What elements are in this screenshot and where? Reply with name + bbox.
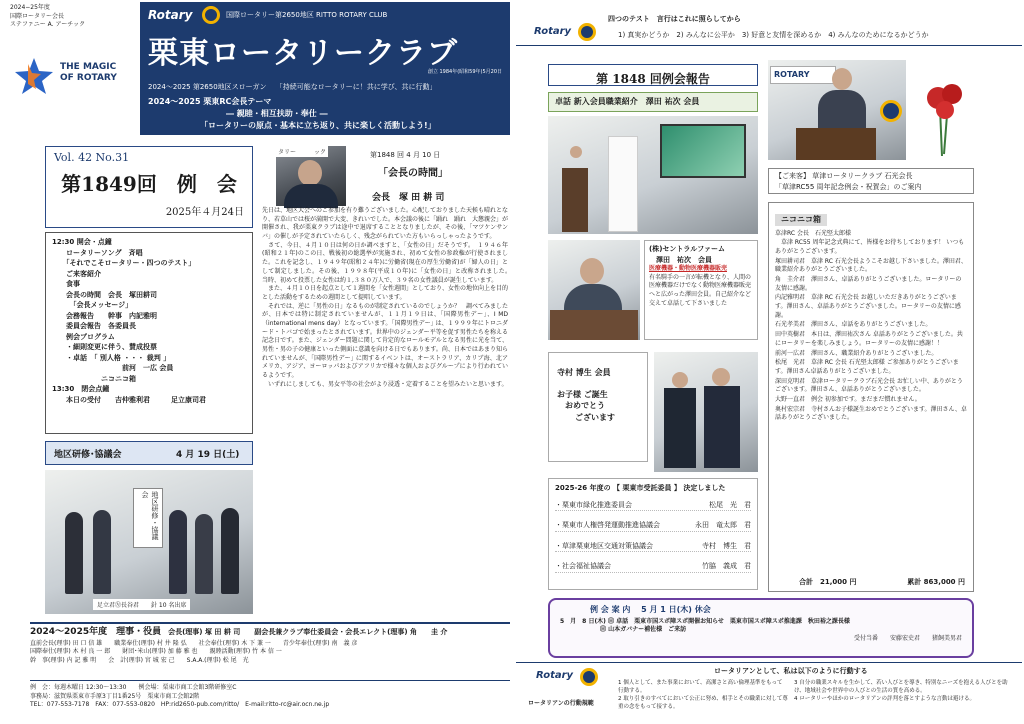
theme-main: 「ロータリーの原点・基本に立ち返り、共に楽しく活動しよう!」 <box>200 121 436 130</box>
rotary-wheel-icon <box>880 100 902 122</box>
ri-title: 国際ロータリー会長 <box>10 12 65 20</box>
president-heading: 「会長の時間」 <box>378 168 448 179</box>
niconico-box <box>768 202 974 592</box>
slogan: 「持続可能なロータリーに！共に学び、共に行動」 <box>275 83 437 91</box>
program-item: 会務報告 幹事 内記雅明 <box>52 311 157 320</box>
club-info-contact: TEL：077-553-7178 FAX：077-553-0820 HP:rid2650-pub.com/ritto/ E-mail:ritto-rc@air.ocn.ne.jp <box>30 701 330 709</box>
club-name: 栗東ロータリークラブ <box>148 36 458 71</box>
ri-president-name: ステファニー A. アーチック <box>10 21 86 29</box>
guide-duty: 受付当番 安藤宏史君 猪飼美男君 <box>853 634 962 642</box>
magic-line1: THE MAGIC <box>60 62 117 72</box>
officer-row-1: 直前会長(理事) 田 口 信 雄 職業奉仕(理事) 村 井 隆 弘 社会奉仕(理事) 木 下 兼 一 青少年奉仕(理事) 南 義 彦 <box>30 639 358 647</box>
program-item: ご来客紹介 <box>52 269 101 278</box>
issue-vol: Vol. 42 No.31 <box>54 151 130 164</box>
officers-block <box>30 626 510 666</box>
niconico-line: 草津 RC55 周年記念式典にて、皆様をお待ちしております！ いつもありがとうございます。 <box>775 239 965 255</box>
committee-member: 松尾 光 君 <box>709 500 751 509</box>
code-of-conduct <box>526 666 1020 722</box>
rotary-wheel-icon <box>202 6 220 24</box>
committee-name: ・栗東市人権啓発運動推進協議会 <box>555 521 660 529</box>
niconico-line: 前河一広君 澤田さん、職業紹介ありがとうございました。 <box>775 349 938 357</box>
niconico-line: 石光孝美君 澤田さん、卓話をありがとうございました。 <box>775 321 932 329</box>
footer-title: ロータリアンとして、私は以下のように行動する <box>714 667 868 675</box>
committee-name: ・栗東市緑化推進委員会 <box>555 500 632 509</box>
guest-sign: ROTARY <box>770 66 836 84</box>
district-line: 国際ロータリー第2650地区 RITTO ROTARY CLUB <box>226 11 388 19</box>
guide-title: 例 会 案 内 5 月 1 日(木) 休会 <box>590 605 711 614</box>
slogan-label: 2024〜2025 第2650地区スローガン <box>148 83 267 91</box>
report-title: 第 1848 回例会報告 <box>596 72 710 86</box>
program-item: 「会長メッセージ」 <box>52 301 133 309</box>
niconico-line: 田中英樹君 本日は、澤田祐次さん 卓話ありがとうございました。共にロータリーを楽しみましょう。ロータリーの友情に感謝！！ <box>775 331 963 347</box>
niconico-line: 塚田耕司君 草津 RC 石光会長ようこそお越し下さいました。澤田君、職業紹介ありがとうございました。 <box>775 257 967 274</box>
masthead <box>140 2 510 135</box>
committee-block <box>548 478 758 590</box>
committee-name: ・草津栗東地区交通対策協議会 <box>555 541 653 550</box>
seminar-title: 地区研修･協議会 <box>54 450 122 460</box>
speaker-text: 有名騎手の一言が転機となり、人間の医療機器だけでなく動物医療機器販売へと広がった澤田会員。自己紹介など交えて卓話して下さいました <box>649 273 752 307</box>
speaker-info <box>644 240 758 340</box>
club-info-meeting: 例 会：毎週木曜日 12:30〜13:30 例会場：栗東市商工会館3階研修室C <box>30 684 237 691</box>
report-talk: 卓話 新入会員職業紹介 澤田 祐次 会員 <box>548 92 758 112</box>
program-item: 会長の時間 会長 塚田耕司 <box>52 290 157 299</box>
conduct-item-2: 2 取り引きのすべてにおいて公正に努め、相手とその職業に対して尊重の念をもって接する。 <box>618 695 788 710</box>
ri-year: 2024−25年度 <box>10 4 50 11</box>
conduct-item-3: 3 自分の職業スキルを生かして、若い人びとを導き、特別なニーズを抱える人びとを助け、地域社会や世界中の人びとの生活の質を高める。 <box>794 680 1008 694</box>
guide-line1: 5 月 8 日(木) ㊐ 卓話 栗東市国スポ障スポ開催お知らせ 栗東市国スポ障スポ推進課 秋田裕之課長様 <box>560 617 850 625</box>
issue-date: 2025年４月24日 <box>165 207 244 218</box>
conduct-item-1: 1 個人として、また事業において、高潔さと高い倫理基準をもって行動する。 <box>618 680 783 694</box>
officers-title: 2024〜2025年度 理事・役員 <box>30 627 162 637</box>
four-test-title: 四つのテスト 言行はこれに照らしてから <box>608 15 741 23</box>
niconico-line: 角 圭介君 澤田さん、卓話ありがとうございました。ロータリーの友情に感謝。 <box>775 276 962 292</box>
program-item: 12:30 開会・点鐘 <box>52 238 112 246</box>
program-list <box>45 232 253 434</box>
issue-title: 第1849回 例 会 <box>61 172 237 196</box>
guest-detail: 「草津RC55 周年記念例会・祝賀会」のご案内 <box>775 182 922 191</box>
birthday-member: 寺村 博生 会員 <box>557 368 611 377</box>
birthday-line3: ございます <box>575 412 615 422</box>
theme-label: 2024〜2025 栗東RC会長テーマ <box>148 97 272 106</box>
club-info <box>30 684 510 710</box>
seminar-photo <box>45 470 253 614</box>
niconico-line: 奥村宏宗君 寺村さんお子様誕生おめでとうございます。澤田さん、卓話ありがとうございました。 <box>775 405 967 422</box>
niconico-title: ニコニコ箱 <box>775 214 827 226</box>
seminar-date: 4 月 19 日(土) <box>176 450 240 460</box>
niconico-cumulative: 累計 863,000 円 <box>907 577 965 586</box>
niconico-line: 内記雅明君 草津 RC 石光会長 お越しいただきありがとうございます。澤田さん、卓話ありがとうございました。ロータリーの友情に感謝。 <box>775 294 961 319</box>
flowers-icon <box>912 68 972 158</box>
speaker-photo <box>548 240 640 340</box>
four-test-bar <box>516 4 1022 46</box>
program-item: 前河 一広 会員 <box>52 364 174 372</box>
guest-photo <box>768 60 906 160</box>
seminar-caption: 足立君㊧長谷君 針 10 名出席 <box>93 599 190 610</box>
committee-row <box>555 541 751 553</box>
birthday-line1: お子様 ご誕生 <box>557 389 608 399</box>
birthday-photo <box>654 352 758 472</box>
president-photo <box>276 146 346 206</box>
niconico-line: 草津RC 会長 石光堅太郎様 <box>775 229 851 237</box>
committee-header: 2025-26 年度の 【 栗東市受託委員 】 決定しました <box>555 484 726 492</box>
committee-name: ・社会福祉協議会 <box>555 562 611 570</box>
committee-row <box>555 520 751 532</box>
niconico-total: 合計 21,000 円 <box>799 577 857 586</box>
star-icon <box>14 56 54 96</box>
rotary-wheel-icon <box>578 23 596 41</box>
rotary-wheel-icon <box>580 668 598 686</box>
committee-row <box>555 561 751 573</box>
guide-line2: ㊐ 山本ガバナー補佐様 ご来訪 <box>600 626 687 634</box>
theme-sub: ― 親睦・相互扶助・奉仕 ― <box>226 109 328 118</box>
officer-row-3: 幹 事(理事) 内 記 雅 明 会 計(理事) 宮 城 宏 己 S.A.A.(理事) 松 尾 光 <box>30 656 249 664</box>
conduct-item-4: 4 ロータリーやほかのロータリアンの評判を落とすような言動は避ける。 <box>794 695 976 702</box>
ri-president-block <box>10 4 135 30</box>
committee-member: 永田 竜太郎 君 <box>695 521 751 529</box>
program-item: 「それでこそロータリー・四つのテスト」 <box>52 259 196 267</box>
president-name: 会長 塚 田 耕 司 <box>372 193 445 203</box>
program-item: ニコニコ箱 <box>52 374 136 383</box>
committee-row <box>555 500 751 512</box>
magic-line2: OF ROTARY <box>60 72 117 83</box>
four-test-items: 1) 真実かどうか 2) みんなに公平か 3) 好意と友情を深めるか 4) みんなのためになるかどうか <box>618 31 929 39</box>
guest-label: 【ご来客】 草津ロータリークラブ 石光会長 <box>775 172 913 180</box>
program-item: 13:30 閉会点鐘 <box>52 385 110 393</box>
president-tag: 第1848 回 4 月 10 日 <box>370 151 441 159</box>
seminar-sign: 地区研修・協議会 <box>133 488 163 548</box>
niconico-line: 松尾 光君 草津 RC 会長 石光堅太郎様 ご参加ありがとうございます。澤田さん卓話ありがとうございました。 <box>775 359 959 375</box>
niconico-line: 大野一直君 例会 初参加です。まだまだ慣れません。 <box>775 395 921 403</box>
four-test-rotary: Rotary <box>534 26 572 37</box>
president-photo-label: タリー ック <box>276 146 328 157</box>
birthday-line2: おめでとう <box>565 401 605 411</box>
rotary-wordmark: Rotary <box>148 8 193 22</box>
speaker-title: (株)セントラルファーム 澤田 祐次 会員 <box>649 245 726 264</box>
president-message: 先日は、地区大会へのご参加を有り難うございました。心配しておりました天候も晴れとなり、若草山では桜が満開で大変、きれいでした。本会議の後に「踊れ 踊れ 大懇親会」が開催され、我が栗東クラブは途中で退席することとなりましたが、その後、「マツケンサンバ」の催しが予定されていたらしく、残念がられていた方もいらっしゃったようです。 さて、今日、４月１０日は何の日か調べますと、「女性の日」だそうです。 １９４６年(昭和２１年)のこの日、戦後初の総選挙が実施され、初めて女性の参政権が行使されました。これを記念し、１９４９年(昭和２４年)に労働省(現在の厚生労働省)が「婦人の日」として制定しました。その後、１９９８年(平成１０年)に「女性の日」と改称されました。 当時、初めて投票した女性は約１,３８０万人で、３９名の女性議員が誕生しています。 また、４月１０日を起点として１週間を「女性週間」としており、女性の地位向上を目的とした活動をするための週間として提唱しています。 それでは、逆に「男性の日」なるものが制定されているのでしょうか？ 調べてみましたが、日本では特に制定されていませんが、１１月１９日は、｢国際男性デー｣、I MD（international mens day）となっています。｢国際男性デー｣ は、１９９９年にトロニダード・トバゴで始まったとされています。世界中のジェンダー平等を促す男性たちを称える記念日です。また、ジェンダー問題に関して肯定的なロールモデルとなる男性に光を当て、男性・男の子の健康といった側面に意識を向ける日でもあります。尚、日本ではあまり知られていませんが、｢国際男性デー｣ に関するイベントは、オーストラリア、カリブ海、北アメリカ、アジア、ヨーロッパおよびアフリカで様々な個人およびグループにより行われているようです。 いずれにしましても、男女平等の社会がより浸透・定着することを望みたいと思います。 <box>262 207 509 388</box>
committee-member: 竹脇 義成 君 <box>702 562 751 570</box>
program-item: 委員会報告 各委員長 <box>52 322 136 330</box>
report-title-box <box>548 64 758 86</box>
magic-of-rotary-logo <box>14 56 139 106</box>
footer-rotary: Rotary <box>536 670 574 681</box>
program-item: ・細則変更に伴う、賛成投票 <box>52 343 157 351</box>
niconico-line: 深田克明君 草津ロータリークラブ石光会長 お忙しい中、ありがとうございます。澤田さん、卓話ありがとうございました。 <box>775 377 963 394</box>
meeting-guide <box>548 598 974 658</box>
committee-member: 寺村 博生 君 <box>702 541 751 550</box>
officer-row-2: 国際奉仕(理事) 木 村 良 一 郎 財団･米山(理事) 加 藤 雅 也 親睦活動(理事) 竹 本 信 一 <box>30 648 282 656</box>
officer-row-0: 会長(理事) 塚 田 耕 司 副会長兼クラブ奉仕委員会・会長エレクト(理事) 角 圭 介 <box>168 628 448 636</box>
program-item: ロータリーソング 斉唱 <box>52 248 143 257</box>
meeting-photo <box>548 116 758 234</box>
issue-box <box>45 146 253 228</box>
footer-label: ロータリアンの行動規範 <box>528 700 594 707</box>
program-item: 本日の受付 吉仲雅利君 足立康司君 <box>52 395 206 404</box>
birthday-block <box>548 352 648 462</box>
program-item: 食事 <box>52 280 80 288</box>
program-item: 例会プログラム <box>52 332 115 341</box>
club-info-office: 事務局：滋賀県栗東市手原3丁目1番25号 栗東市商工会館2階 <box>30 692 200 700</box>
program-item: ・卓話 「 別人格 ・・・ 裁判 」 <box>52 353 171 362</box>
speaker-org: 医療機器・動物医療機器販売 <box>649 265 728 272</box>
guest-box <box>768 168 974 194</box>
founded: 創立 1984年(昭和59年)5月20日 <box>427 69 502 75</box>
seminar-header <box>45 441 253 465</box>
